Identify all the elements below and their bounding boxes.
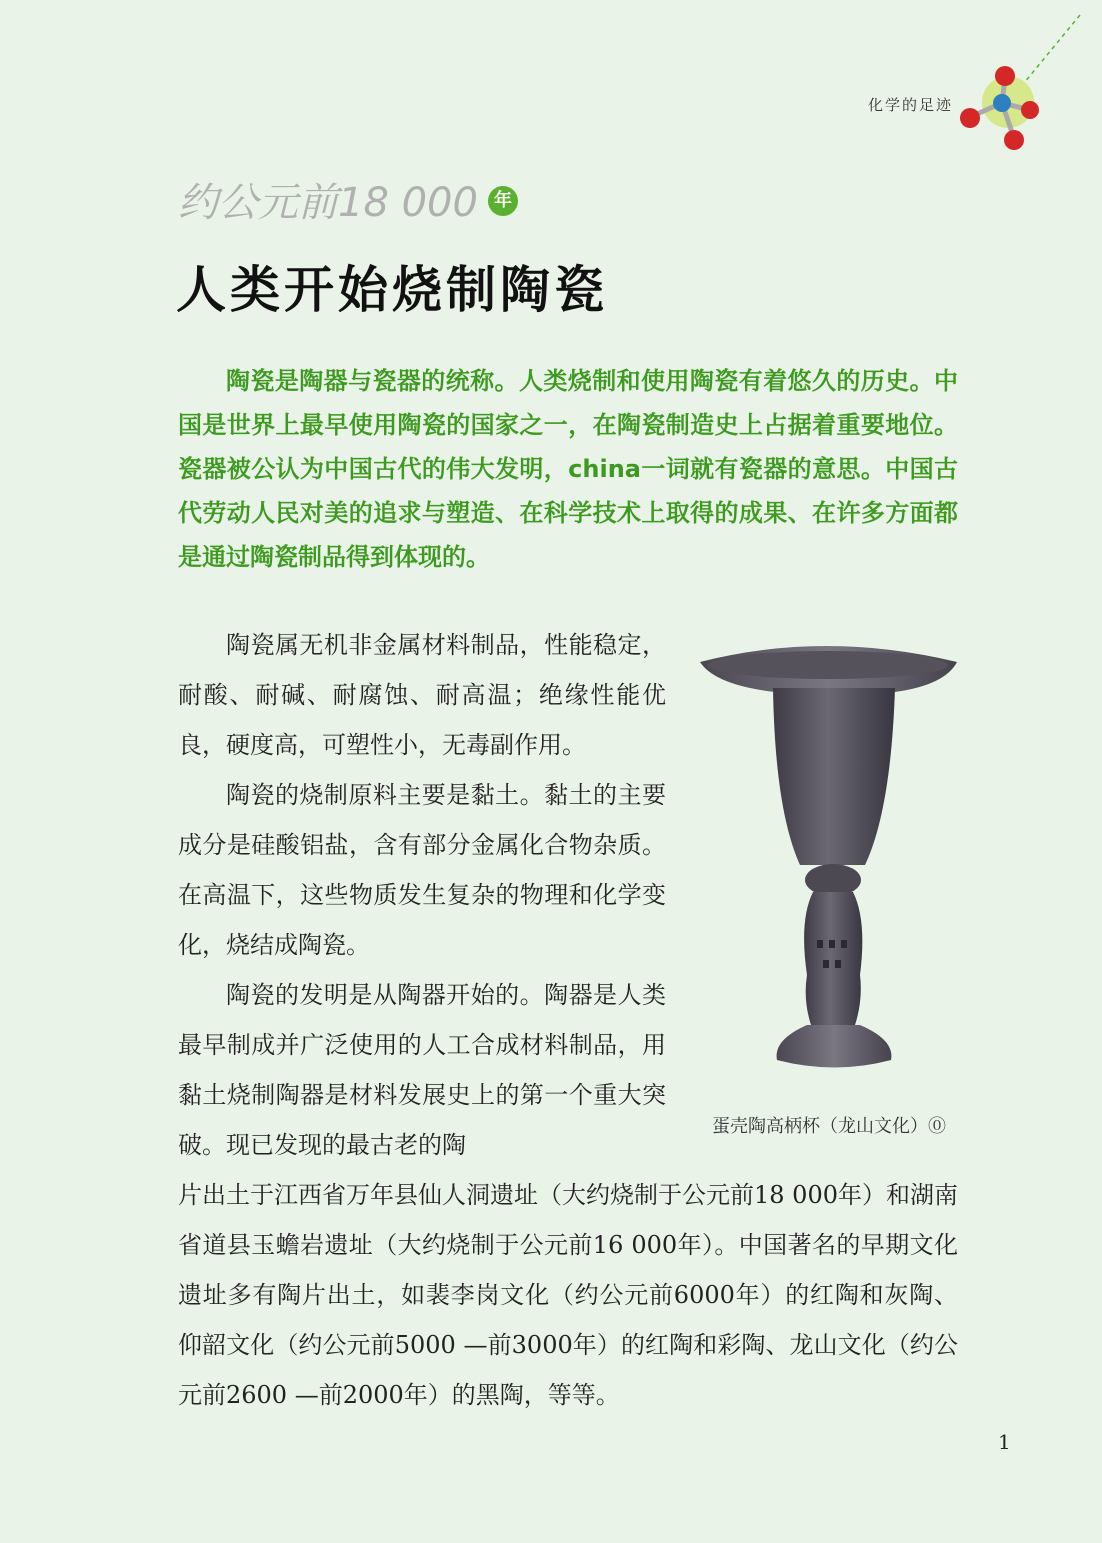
eggshell-cup-photo xyxy=(695,640,965,1100)
body-paragraph-3-start: 陶瓷的发明是从陶器开始的。陶器是人类最早制成并广泛使用的人工合成材料制品，用黏土烧制陶器是材料发展史上的第一个重大突破。现已发现的最古老的陶 xyxy=(178,981,666,1159)
section-label: 化学的足迹 xyxy=(868,96,954,114)
body-paragraph-3-end: 片出土于江西省万年县仙人洞遗址（大约烧制于公元前18 000年）和湖南省道县玉蟾岩遗址（大约烧制于公元前16 000年）。中国著名的早期文化遗址多有陶片出土，如裴李岗文化（约公元前6000年）的红陶和灰陶、仰韶文化（约公元前5000 —前3000年）的红陶和彩陶、龙山文化（约公元前2600 —前2000年）的黑陶，等等。 xyxy=(178,1181,958,1409)
page-title: 人类开始烧制陶瓷 xyxy=(176,261,608,319)
body-paragraph-2: 陶瓷的烧制原料主要是黏土。黏土的主要成分是硅酸铝盐，含有部分金属化合物杂质。在高温下，这些物质发生复杂的物理和化学变化，烧结成陶瓷。 xyxy=(178,781,666,959)
body-column-text xyxy=(178,620,666,1170)
molecule-icon xyxy=(950,10,1090,160)
date-text: 约公元前18 000 xyxy=(178,180,478,226)
page-number: 1 xyxy=(998,1430,1011,1454)
date-heading xyxy=(178,178,518,228)
body-paragraph-1: 陶瓷属无机非金属材料制品，性能稳定，耐酸、耐碱、耐腐蚀、耐高温；绝缘性能优良，硬度高，可塑性小，无毒副作用。 xyxy=(178,631,666,759)
figure-caption: 蛋壳陶高柄杯（龙山文化）⓪ xyxy=(712,1116,946,1137)
year-badge: 年 xyxy=(488,186,518,216)
intro-paragraph: 陶瓷是陶器与瓷器的统称。人类烧制和使用陶瓷有着悠久的历史。中国是世界上最早使用陶瓷的国家之一，在陶瓷制造史上占据着重要地位。瓷器被公认为中国古代的伟大发明，china一词就有瓷器的意思。中国古代劳动人民对美的追求与塑造、在科学技术上取得的成果、在许多方面都是通过陶瓷制品得到体现的。 xyxy=(178,367,958,571)
